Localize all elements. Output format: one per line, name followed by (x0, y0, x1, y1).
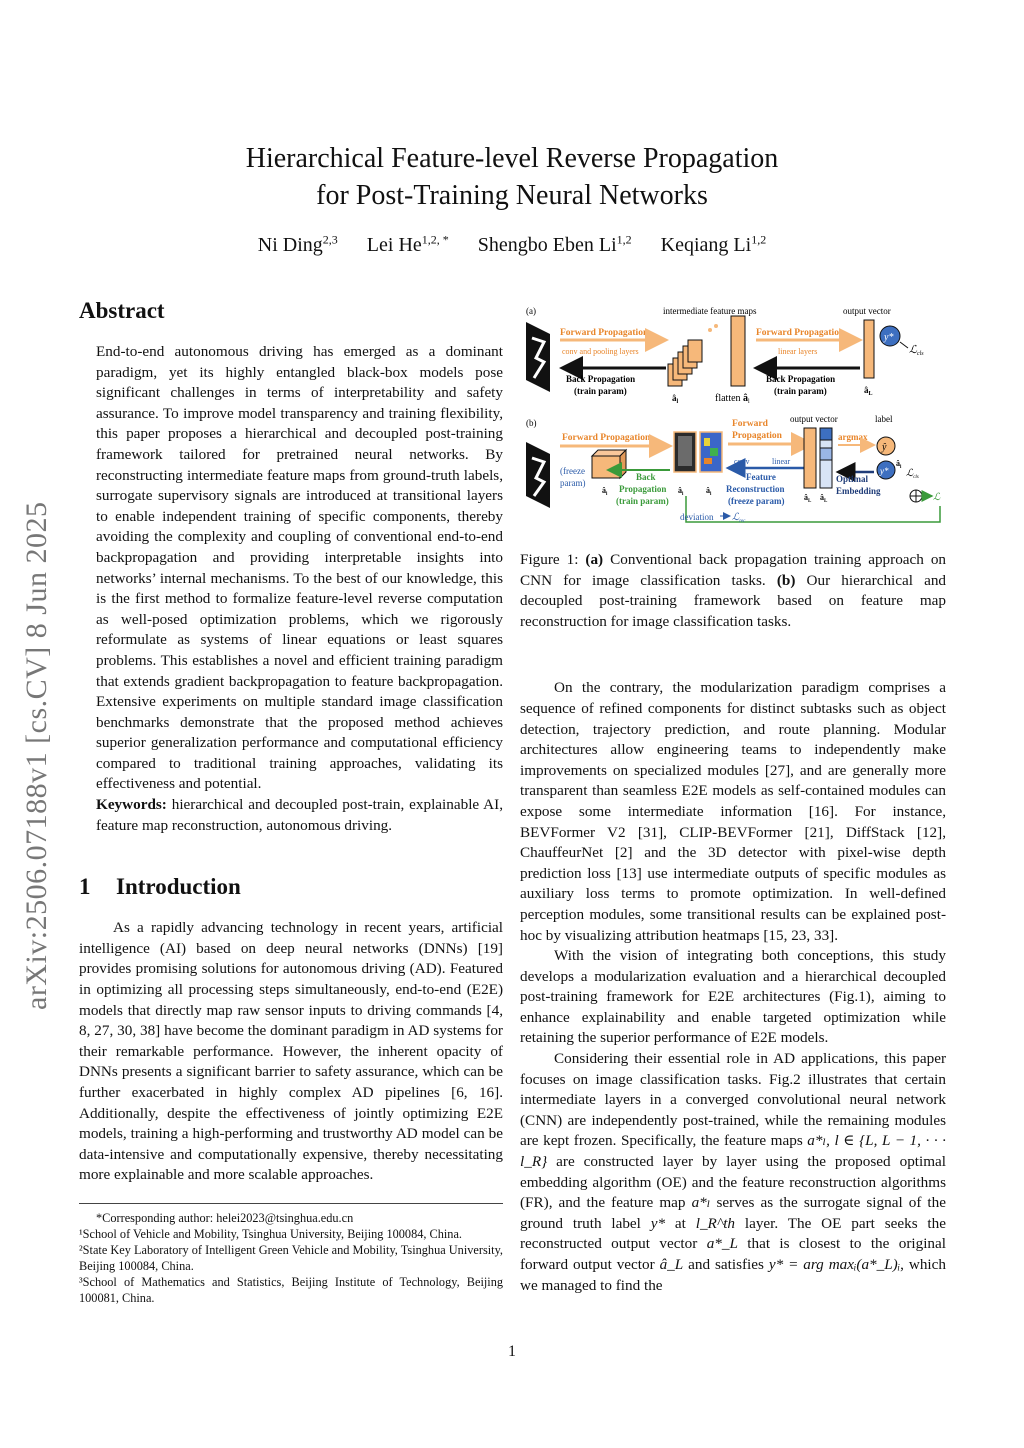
linear-label-b: linear (772, 457, 791, 466)
ground-truth-symbol-b: y* (880, 466, 889, 476)
section-title: Introduction (116, 874, 241, 900)
train-param-label-a1: (train param) (574, 386, 627, 396)
optimal-label: Optimal (836, 474, 869, 484)
footnotes (79, 1203, 503, 1306)
deviation-path (686, 496, 940, 522)
title-line-1: Hierarchical Feature-level Reverse Propagation (245, 143, 779, 174)
keywords-text: hierarchical and decoupled post-train, explainable AI, feature map reconstruction, autonomous driving. (96, 796, 503, 834)
prediction-symbol-b: $â_l$ (896, 459, 902, 470)
label-intermediate-feature-maps: intermediate feature maps (663, 306, 757, 316)
label-label: label (875, 414, 893, 424)
caption-a-text: Conventional back propagation training approach on CNN for image classification tasks. (520, 551, 947, 589)
title-line-2: for Post-Training Neural Networks (316, 180, 708, 211)
left-column (79, 298, 503, 1186)
predicted-label-symbol: ŷ (882, 442, 887, 453)
panel-label-a: (a) (526, 306, 536, 316)
math-forward-output: â_L (659, 1256, 684, 1273)
conv-label-b: conv (734, 457, 750, 466)
page-number: 1 (508, 1343, 516, 1360)
math-argmax: y* = arg maxᵢ(a*_L)ᵢ (768, 1256, 901, 1273)
flatten-label: flatten $â_l$ (715, 393, 750, 405)
propagation-label-b2: Propagation (732, 431, 782, 441)
math-ground-truth: y* (650, 1214, 666, 1232)
footnote-corresponding: *Corresponding author: helei2023@tsinghua.edu.cn (96, 1211, 354, 1225)
train-param-label-b: (train param) (616, 496, 669, 506)
math-feature-map: a*ₗ (691, 1194, 711, 1212)
paragraph-image-classification: Considering their essential role in AD applications, this paper focuses on image classification tasks. Fig.2 illustrates that certain intermediate layers in a converged convolutional neural network (CNN) are independently post-trained, while the remaining modules are kept frozen. Specifically, the feature maps a*ₗ, l ∈ {L, L − 1, · · · l_R} are constructed layer by layer using the proposed optimal embedding algorithm (OE) and the feature reconstruction algorithms (FR), and the feature map a*ₗ serves as the surrogate signal of the ground truth label y* at l_R^th layer. The OE part seeks the reconstructed output vector a*_L that is closest to the original forward output vector â_L and satisfies y* = arg maxᵢ(a*_L)ᵢ, which we managed to find the (520, 1050, 946, 1294)
conv-pooling-label: conv and pooling layers (562, 347, 639, 356)
classification-loss-b: ℒ$_{cls}$ (906, 468, 919, 480)
back-propagation-label-a1: Back Propagation (566, 374, 636, 384)
output-vector-symbol-a: $â_L$ (864, 385, 873, 397)
author: Keqiang Li$^{1,2}$ (660, 232, 767, 256)
forward-propagation-label-a1: Forward Propagation (560, 328, 649, 338)
math-reconstructed-output: a*_L (706, 1235, 738, 1253)
freeze-param-label-b: (freeze param) (728, 496, 785, 506)
argmax-label: argmax (838, 432, 868, 442)
footnote-affiliation-3: ³School of Mathematics and Statistics, Beijing Institute of Technology, Beijing 100081, China. (79, 1275, 503, 1305)
input-digit-image-a (526, 322, 550, 392)
figure-1-caption (520, 550, 946, 632)
reconstructed-feature-maps (674, 432, 722, 472)
author: Shengbo Eben Li$^{1,2}$ (477, 232, 632, 256)
total-loss-symbol: ℒ (933, 492, 941, 503)
deviation-label: deviation (680, 512, 714, 522)
figure-1-svg (520, 300, 946, 530)
caption-b-text: Our hierarchical and decoupled post-training framework based on feature map reconstruction for image classification tasks. (520, 571, 947, 630)
caption-b-label: (b) (776, 571, 796, 589)
output-vectors-b (804, 428, 832, 488)
caption-a-label: (a) (585, 551, 604, 568)
arxiv-identifier[interactable]: arXiv:2506.07188v1 [cs.CV] 8 Jun 2025 (20, 501, 53, 1010)
stacked-feature-maps-a (668, 340, 702, 386)
abstract-body (79, 342, 503, 836)
propagation-label-b: Propagation (619, 484, 667, 494)
freeze-param-label-1: (freeze (560, 466, 585, 476)
back-propagation-label-a2: Back Propagation (766, 374, 836, 384)
feature-map-symbol-b1: $â_l$ (602, 486, 608, 497)
output-vector-symbol-b1: $â_L$ (804, 493, 812, 504)
flattened-feature-bar (731, 316, 745, 386)
math-feature-maps: a*ₗ, l ∈ {L, L − 1, · · · l_R} (520, 1132, 946, 1171)
classification-loss-a: ℒcls (909, 344, 924, 357)
reconstruction-loss-symbol: ℒ$_{rec}$ (732, 512, 746, 524)
freeze-param-label-2: param) (560, 478, 586, 488)
embedding-label: Embedding (836, 486, 881, 496)
forward-label-b: Forward (732, 419, 768, 429)
panel-label-b: (b) (526, 418, 537, 428)
feature-map-symbol-a: $â_l$ (672, 393, 679, 405)
back-label: Back (636, 472, 656, 482)
feature-reconstruction-label-2: Reconstruction (726, 484, 785, 494)
keywords-label: Keywords: (96, 796, 167, 814)
section-number: 1 (79, 874, 91, 900)
abstract-heading: Abstract (79, 298, 165, 323)
feature-reconstruction-label-1: Feature (746, 472, 776, 482)
author: Lei $He^{1,2, *}$ (366, 232, 449, 256)
forward-propagation-label-b1: Forward Propagation (562, 433, 651, 443)
paragraph-modularization: On the contrary, the modularization paradigm comprises a sequence of refined components for distinct subtasks such as object detection, trajectory prediction, and route planning. Modular architectures allow engineering teams to independently make improvements on specialized modules [27], and are generally more transparent than seamless E2E models as self-contained modules can expose some intermediate information [16]. For instance, BEVFormer V2 [31], CLIP-BEVFormer [21], DiffStack [12], ChauffeurNet [2] and the 3D detector with pixel-wise depth prediction loss [13] use intermediate outputs of specific modules as auxiliary loss terms to promote optimization. In well-defined perception modules, some transitional results can be explained post-hoc by visualizing attribution heatmaps [15, 23, 33]. (520, 679, 946, 944)
output-vector-symbol-b2: $â_L$ (820, 493, 828, 504)
train-param-label-a2: (train param) (774, 386, 827, 396)
author: Ni Ding$^{2,3}$ (257, 232, 338, 256)
feature-map-symbol-b2: $â_l$ (678, 486, 684, 497)
forward-propagation-label-a2: Forward Propagation (756, 328, 845, 338)
ellipsis-dot (708, 328, 712, 332)
paragraph-vision: With the vision of integrating both conceptions, this study develops a modularization evaluation and a hierarchical decoupled post-training framework for E2E architectures (Fig.1), aiming to enhance explainability and enable targeted optimization while retaining the superior performance of E2E models. (520, 947, 946, 1047)
label-output-vector-a: output vector (843, 306, 891, 316)
intro-paragraph: As a rapidly advancing technology in recent years, artificial intelligence (AI) based on deep neural networks (DNNs) [19] provides promising solutions for autonomous driving (AD). Featured in optimizing all processing steps simultaneously, end-to-end (E2E) models that directly map raw sensor inputs to driving commands [4, 8, 27, 30, 38] have become the dominant paradigm in AD systems for their remarkable performance. However, the inherent opacity of DNNs presents a significant barrier to safety assurance, which can be further exacerbated in highly complex AD pipelines [6, 16]. Additionally, despite the effectiveness of jointly optimizing E2E models, training a high-performing and trustworthy AD model can be data-intensive and computationally expensive, thereby necessitating more explainable and more scalable approaches. (79, 919, 503, 1184)
section-heading-introduction (79, 874, 503, 900)
footnote-affiliation-2: ²State Key Laboratory of Intelligent Green Vehicle and Mobility, Tsinghua University, Beijing 100084, China. (79, 1243, 503, 1273)
right-column (520, 300, 946, 1296)
input-digit-image-b (526, 442, 550, 508)
figure-1-diagram (520, 300, 946, 530)
right-body-text (520, 678, 946, 1296)
linear-layers-label: linear layers (778, 347, 818, 356)
keywords (79, 795, 503, 836)
abstract-text: End-to-end autonomous driving has emerged as a dominant paradigm, yet its highly entangled black-box models pose significant challenges in terms of interpretability and safety assurance. To improve model transparency and training flexibility, this paper proposes a hierarchical and decoupled post-training framework tailored for pretrained neural networks. By reconstructing intermediate feature maps from ground-truth labels, surrogate supervisory signals are introduced at transitional layers to enable independent training of specific components, thereby avoiding the complexity and coupling of conventional end-to-end backpropagation and providing interpretable insights into networks’ internal mechanisms. To the best of our knowledge, this is the first method to formalize feature-level reverse computation as well-posed optimization problems, which we rigorously reformulate as systems of linear equations or least squares problems. This establishes a novel and efficient training paradigm that extends gradient backpropagation to feature backpropagation. Extensive experiments on multiple standard image classification benchmarks demonstrate that the proposed method achieves superior generalization performance and computational efficiency compared to traditional training approaches, validating its effectiveness and potential. (96, 343, 503, 793)
paper-title (0, 140, 1024, 214)
ellipsis-dot (714, 324, 718, 328)
feature-map-symbol-b3: $â_l$ (706, 486, 712, 497)
ground-truth-symbol-a: y* (884, 332, 894, 343)
math-layer-index: l_R^th (695, 1214, 736, 1232)
frozen-conv-block (592, 450, 626, 478)
loss-connector-a (900, 342, 908, 348)
author-list (0, 232, 1024, 257)
output-vector-bar-a (864, 320, 874, 378)
footnote-affiliation-1: ¹School of Vehicle and Mobility, Tsinghua University, Beijing 100084, China. (79, 1227, 462, 1241)
caption-label: Figure 1: (520, 551, 579, 568)
label-output-vector-b: output vector (790, 414, 838, 424)
